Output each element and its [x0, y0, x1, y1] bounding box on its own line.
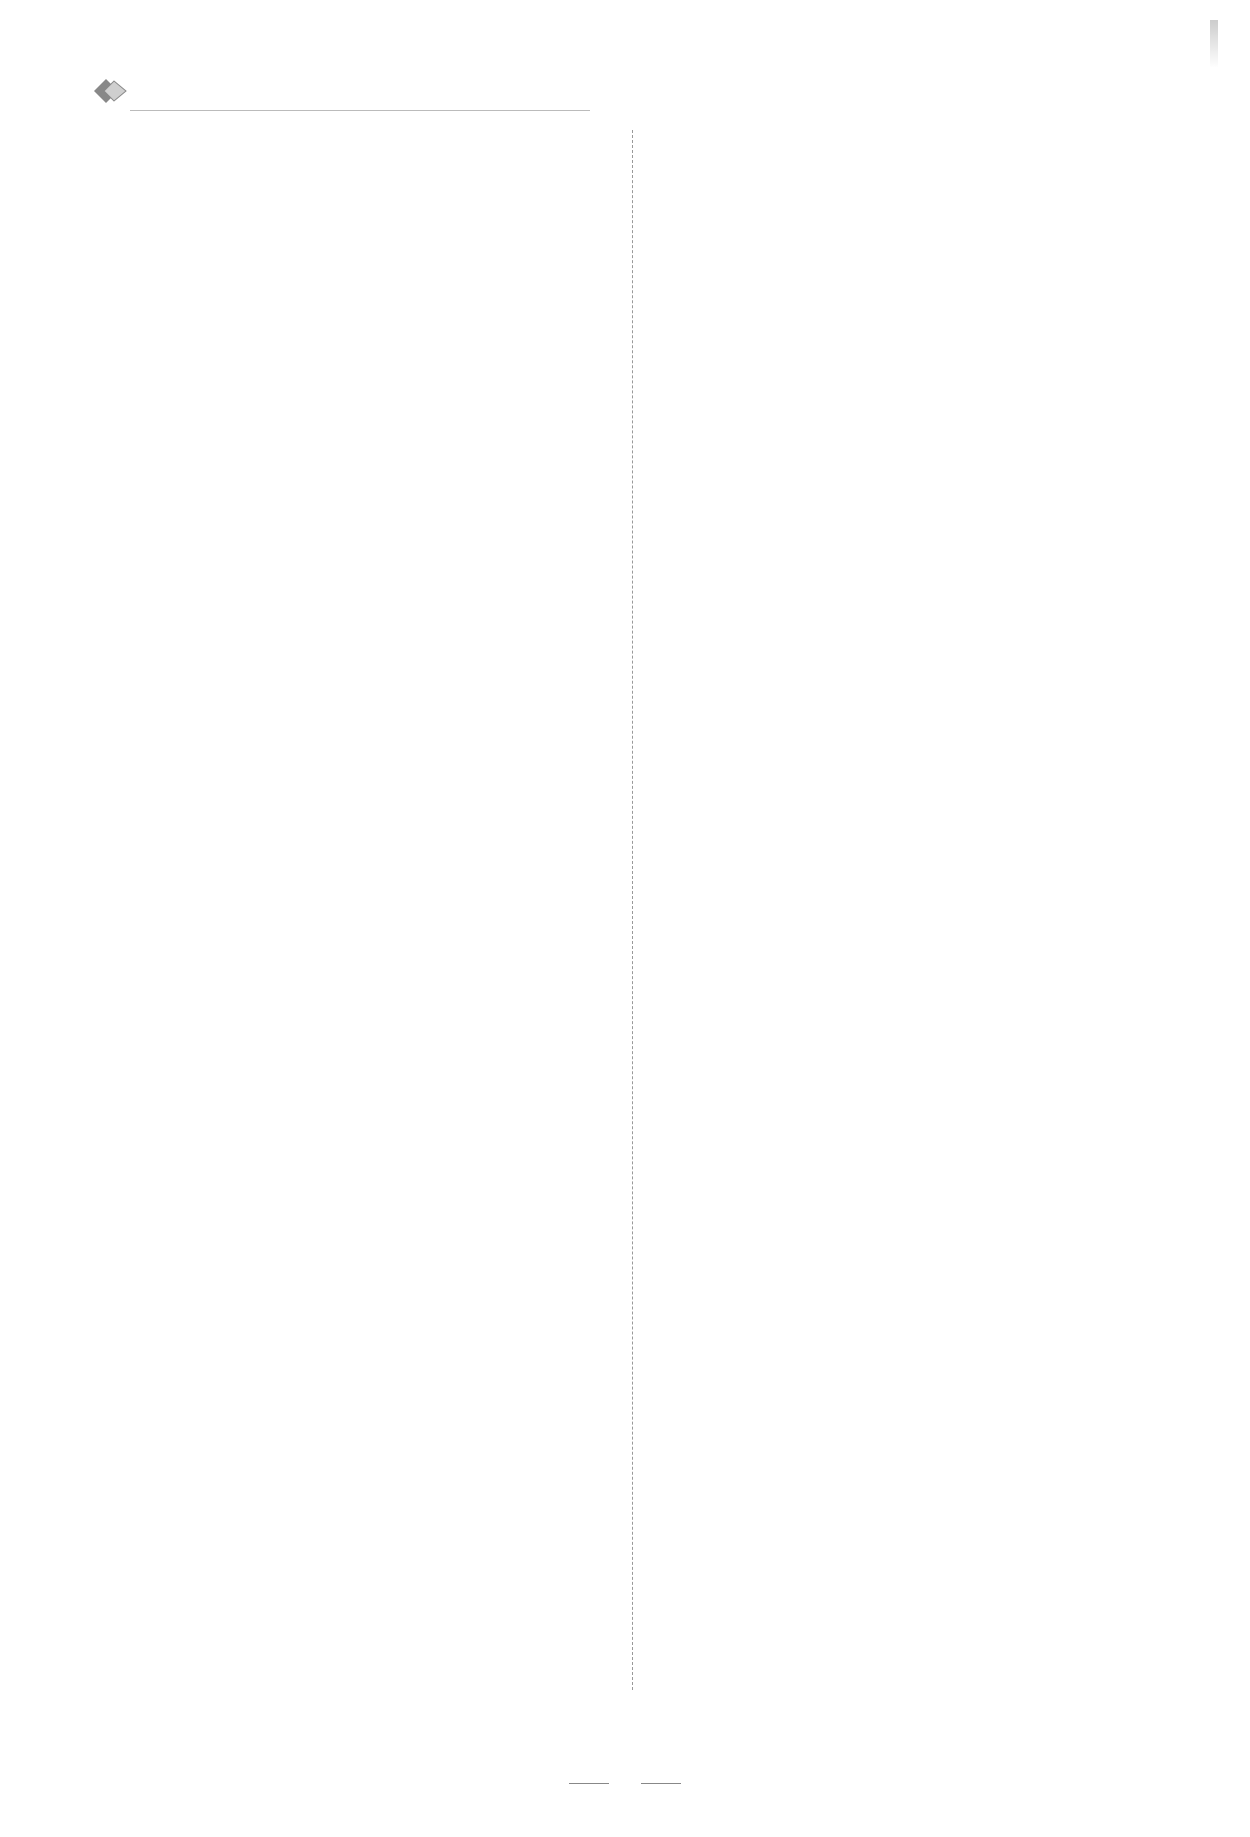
page-corner-mark [1210, 20, 1218, 68]
column-divider [632, 130, 633, 1690]
page-number-dash [569, 1783, 609, 1784]
page-number [0, 1768, 1250, 1796]
page-header [92, 72, 512, 112]
diamond-logo-icon [92, 76, 128, 106]
page-number-dash [641, 1783, 681, 1784]
header-rule [130, 110, 590, 111]
